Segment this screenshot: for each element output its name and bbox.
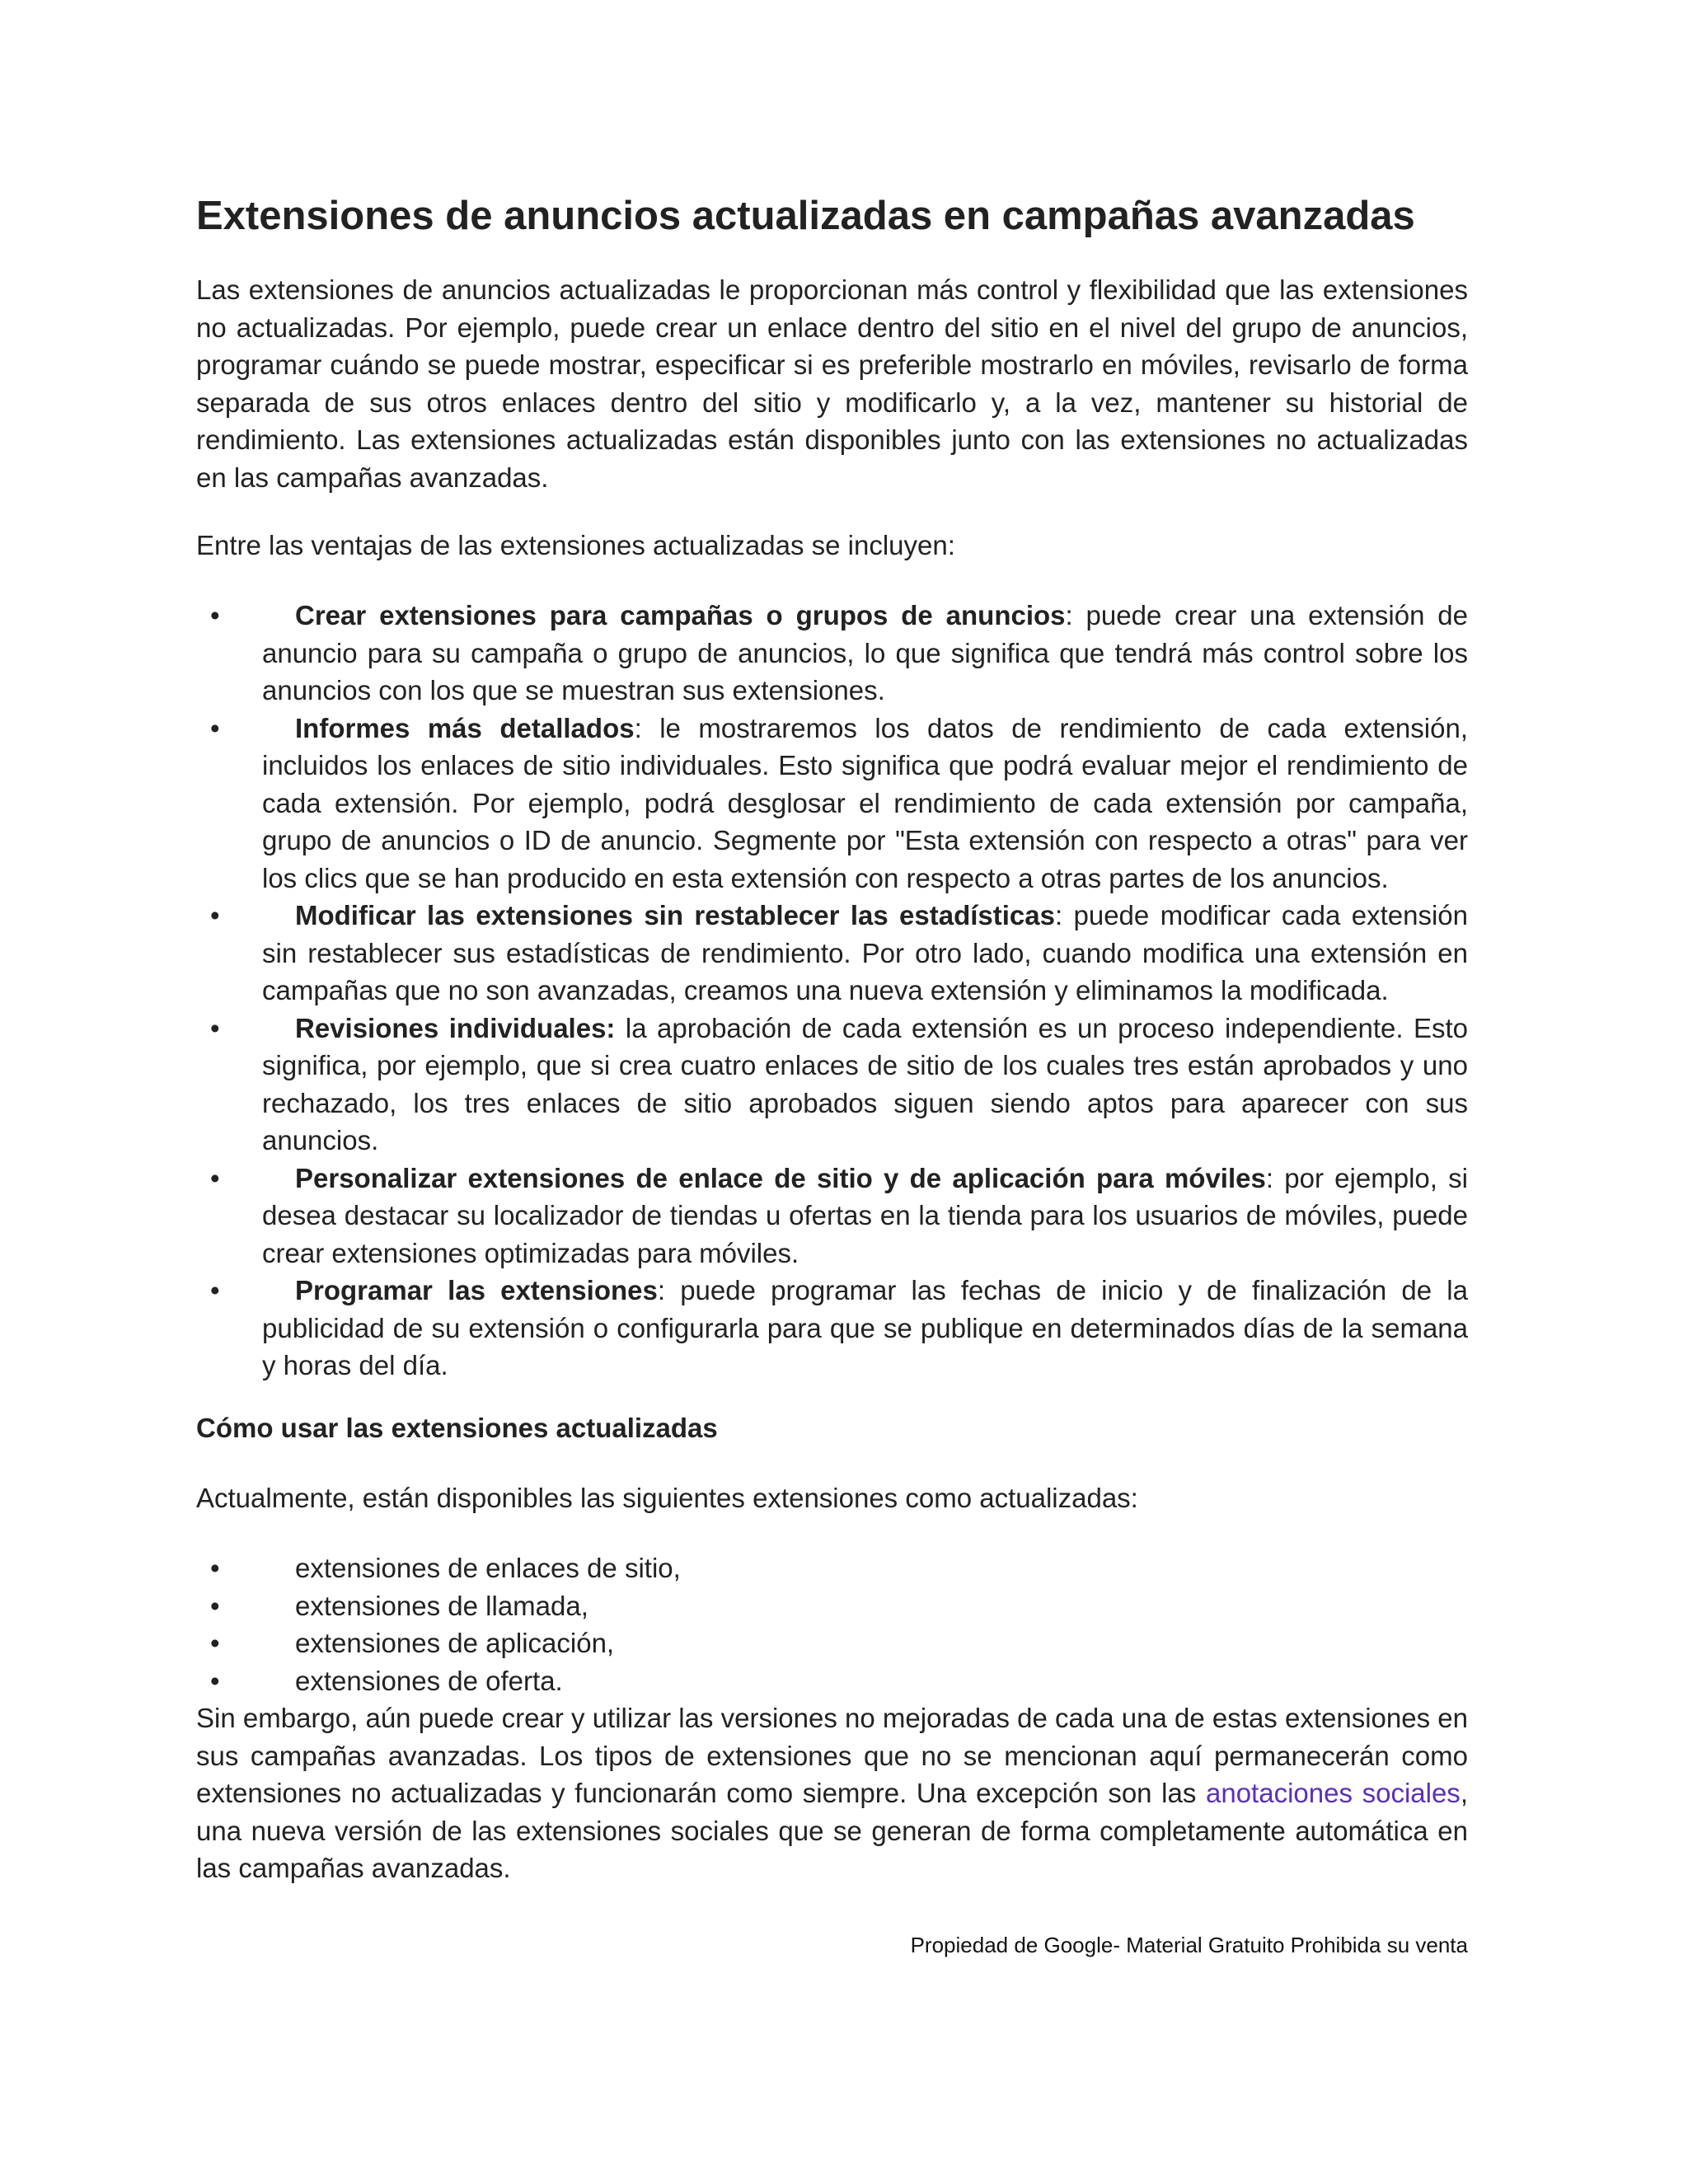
bullet-icon: •: [210, 900, 220, 930]
list-item-lead: Programar las extensiones: [295, 1275, 658, 1305]
bullet-icon: •: [210, 1553, 220, 1583]
closing-text-end: , una nueva versión de las extensiones sociales que se generan de forma completamente automática en las campañas avanzadas.: [196, 1778, 1468, 1883]
list-item-lead: Informes más detallados: [295, 712, 635, 743]
bullet-icon: •: [210, 600, 220, 630]
list-item-lead: Revisiones individuales:: [295, 1012, 616, 1043]
list-item: [196, 1587, 1468, 1625]
list-item: [196, 1549, 1468, 1587]
list-item: [196, 1010, 1468, 1160]
list-item-lead: Modificar las extensiones sin restablecer las estadísticas: [295, 900, 1055, 930]
list-item-text: : le mostraremos los datos de rendimiento de cada extensión, incluidos los enlaces de sitio individuales. Esto significa que podrá evaluar mejor el rendimiento de cada extensión. Por ejemplo, podrá desglosar el rendimiento de cada extensión por campaña, grupo de anuncios o ID de anuncio. Segmente por "Esta extensión con respecto a otras" para ver los clics que se han producido en esta extensión con respecto a otras partes de los anuncios.: [262, 712, 1468, 893]
bullet-icon: •: [210, 1275, 220, 1305]
bullet-icon: •: [210, 1628, 220, 1658]
list-item: [196, 710, 1468, 898]
list-item-text: extensiones de aplicación,: [295, 1628, 615, 1658]
list-item: [196, 1662, 1468, 1700]
usage-heading: Cómo usar las extensiones actualizadas: [196, 1413, 718, 1443]
bullet-icon: •: [210, 1665, 220, 1696]
list-item: [196, 1624, 1468, 1662]
list-item: [196, 597, 1468, 710]
extensions-list: [196, 1549, 1468, 1699]
social-annotations-link[interactable]: anotaciones sociales: [1205, 1778, 1461, 1808]
bullet-icon: •: [210, 1012, 220, 1043]
advantages-list: [196, 597, 1468, 1385]
intro-paragraph: Las extensiones de anuncios actualizadas le proporcionan más control y flexibilidad que las extensiones no actualizadas. Por ejemplo, puede crear un enlace dentro del sitio en el nivel del grupo de anuncios, programar cuándo se puede mostrar, especificar si es preferible mostrarlo en móviles, revisarlo de forma separada de sus otros enlaces dentro del sitio y modificarlo y, a la vez, mantener su historial de rendimiento. Las extensiones actualizadas están disponibles junto con las extensiones no actualizadas en las campañas avanzadas.: [196, 274, 1468, 493]
list-item: [196, 897, 1468, 1010]
bullet-icon: •: [210, 1162, 220, 1193]
list-item-text: la aprobación de cada extensión es un proceso independiente. Esto significa, por ejemplo, que si crea cuatro enlaces de sitio de los cuales tres están aprobados y uno rechazado, los tres enlaces de sitio aprobados siguen siendo aptos para aparecer con sus anuncios.: [262, 1012, 1469, 1155]
list-item-text: extensiones de llamada,: [295, 1590, 588, 1621]
page-title: Extensiones de anuncios actualizadas en campañas avanzadas: [196, 194, 1415, 238]
usage-intro: Actualmente, están disponibles las siguientes extensiones como actualizadas:: [196, 1483, 1138, 1513]
advantages-intro: Entre las ventajas de las extensiones actualizadas se incluyen:: [196, 530, 955, 560]
list-item-text: : puede crear una extensión de anuncio para su campaña o grupo de anuncios, lo que significa que tendrá más control sobre los anuncios con los que se muestran sus extensiones.: [262, 600, 1468, 705]
list-item: [196, 1160, 1468, 1272]
bullet-icon: •: [210, 1590, 220, 1621]
list-item-text: : puede programar las fechas de inicio y de finalización de la publicidad de su extensión o configurarla para que se publique en determinados días de la semana y horas del día.: [262, 1275, 1468, 1380]
closing-paragraph: [196, 1699, 1468, 1887]
bullet-icon: •: [210, 712, 220, 743]
list-item-text: : por ejemplo, si desea destacar su localizador de tiendas u ofertas en la tienda para los usuarios de móviles, puede crear extensiones optimizadas para móviles.: [262, 1162, 1468, 1268]
list-item-text: extensiones de oferta.: [295, 1665, 563, 1696]
list-item-text: extensiones de enlaces de sitio,: [295, 1553, 681, 1583]
list-item-lead: Personalizar extensiones de enlace de sitio y de aplicación para móviles: [295, 1162, 1266, 1193]
list-item: [196, 1272, 1468, 1385]
list-item-lead: Crear extensiones para campañas o grupos de anuncios: [295, 600, 1066, 630]
footer-note: Propiedad de Google- Material Gratuito Prohibida su venta: [910, 1933, 1468, 1957]
closing-text: Sin embargo, aún puede crear y utilizar las versiones no mejoradas de cada una de estas extensiones en sus campañas avanzadas. Los tipos de extensiones que no se mencionan aquí permanecerán como extensiones no actualizadas y funcionarán como siempre. Una excepción son las: [196, 1703, 1468, 1808]
list-item-text: : puede modificar cada extensión sin restablecer sus estadísticas de rendimiento. Por otro lado, cuando modifica una extensión en campañas que no son avanzadas, creamos una nueva extensión y eliminamos la modificada.: [262, 900, 1468, 1005]
